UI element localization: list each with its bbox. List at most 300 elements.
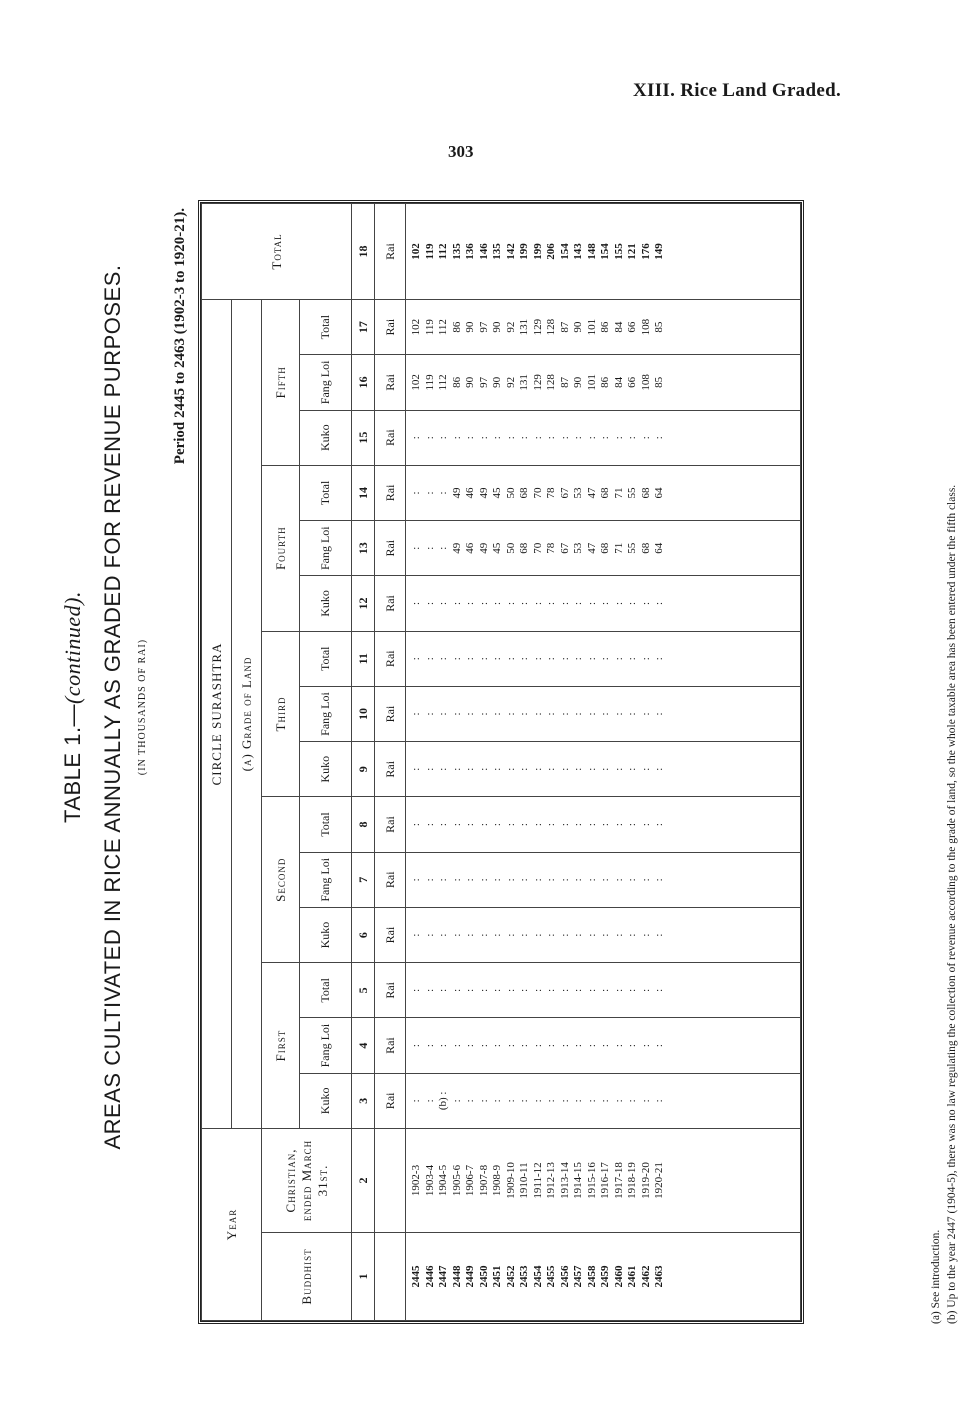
table-cell: 1904-5 bbox=[437, 1164, 449, 1197]
unit-cell: Rai bbox=[375, 355, 406, 410]
table-cell: 87 bbox=[558, 321, 571, 333]
total-header: Total bbox=[202, 204, 352, 300]
table-cell: 101 bbox=[585, 318, 598, 336]
table-cell: : bbox=[626, 878, 638, 882]
table-cell: : bbox=[572, 988, 584, 992]
table-cell: 2461 bbox=[626, 1265, 638, 1288]
table-cell: : bbox=[477, 601, 490, 605]
table-cell: 129 bbox=[531, 374, 544, 391]
table-cell: : bbox=[491, 988, 503, 992]
circle-header: CIRCLE SURASHTRA bbox=[202, 300, 232, 1129]
table-cell: : bbox=[639, 823, 652, 827]
table-cell: : bbox=[450, 878, 463, 882]
second-total-column bbox=[406, 797, 801, 852]
table-cell: 129 bbox=[531, 318, 544, 336]
page-number: 303 bbox=[448, 142, 474, 161]
table-cell: 135 bbox=[491, 243, 503, 260]
table-cell: : bbox=[585, 767, 598, 771]
table-cell: : bbox=[437, 491, 449, 495]
table-cell: : bbox=[518, 878, 530, 882]
column-number-9: 9 bbox=[352, 742, 375, 797]
table-cell: 85 bbox=[653, 376, 665, 388]
table-cell: : bbox=[518, 1044, 530, 1048]
table-cell: : bbox=[518, 933, 530, 937]
unit-cell bbox=[375, 1128, 406, 1232]
kuko-header: Kuko bbox=[300, 742, 352, 797]
column-number-4: 4 bbox=[352, 1018, 375, 1073]
second-kuko-column bbox=[406, 907, 801, 962]
table-cell: : bbox=[653, 657, 665, 661]
table-cell: 55 bbox=[626, 542, 638, 554]
table-cell: 2449 bbox=[464, 1265, 476, 1288]
table-cell: : bbox=[410, 767, 422, 771]
table-cell: 1916-17 bbox=[599, 1162, 611, 1199]
table-cell: 2456 bbox=[558, 1265, 571, 1288]
table-cell: : bbox=[626, 823, 638, 827]
table-cell: : bbox=[599, 1099, 611, 1103]
table-cell: : bbox=[410, 657, 422, 661]
table-cell: : bbox=[599, 657, 611, 661]
table-cell: : bbox=[639, 436, 652, 440]
table-cell: : bbox=[653, 823, 665, 827]
table-cell: : bbox=[518, 823, 530, 827]
fifth-grade-header: Fifth bbox=[262, 300, 300, 466]
table-cell: : bbox=[410, 712, 422, 716]
table-cell: : bbox=[599, 436, 611, 440]
unit-cell: Rai bbox=[375, 1073, 406, 1128]
table-cell: : bbox=[531, 1099, 544, 1103]
table-cell: : bbox=[437, 1044, 449, 1048]
table-cell: : bbox=[491, 878, 503, 882]
table-cell: 119 bbox=[423, 243, 436, 260]
table-cell: : bbox=[464, 712, 476, 716]
table-cell: : bbox=[599, 1044, 611, 1048]
table-cell: : bbox=[599, 767, 611, 771]
table-cell: : bbox=[612, 1044, 625, 1048]
table-cell: 112 bbox=[437, 243, 449, 260]
unit-cell bbox=[375, 1233, 406, 1321]
table-cell: : bbox=[639, 601, 652, 605]
table-cell: 2462 bbox=[639, 1265, 652, 1288]
table-cell: : bbox=[464, 601, 476, 605]
second-grade-header: Second bbox=[262, 797, 300, 963]
table-cell: 2459 bbox=[599, 1265, 611, 1288]
table-cell: : bbox=[639, 712, 652, 716]
table-cell: : bbox=[558, 657, 571, 661]
fourth-grade-header: Fourth bbox=[262, 465, 300, 631]
table-cell: : bbox=[572, 767, 584, 771]
table-cell: 68 bbox=[599, 542, 611, 554]
table-cell: 90 bbox=[491, 376, 503, 388]
table-cell: 53 bbox=[572, 487, 584, 499]
table-cell: : bbox=[504, 657, 517, 661]
column-number-2: 2 bbox=[352, 1128, 375, 1232]
table-cell: : bbox=[518, 712, 530, 716]
table-cell: : bbox=[477, 1044, 490, 1048]
table-cell: : bbox=[585, 1044, 598, 1048]
table-cell: : bbox=[491, 601, 503, 605]
fang-loi-header: Fang Loi bbox=[300, 521, 352, 576]
table-cell: : bbox=[491, 933, 503, 937]
table-cell: 45 bbox=[491, 487, 503, 499]
table-cell: 1910-11 bbox=[518, 1162, 530, 1199]
table-cell: : bbox=[545, 657, 557, 661]
table-cell: 1918-19 bbox=[626, 1162, 638, 1199]
table-cell: : bbox=[423, 933, 436, 937]
table-cell: 2454 bbox=[531, 1265, 544, 1288]
table-cell: : bbox=[504, 767, 517, 771]
table-cell: 102 bbox=[410, 374, 422, 391]
unit-cell: Rai bbox=[375, 742, 406, 797]
fifth-fang-loi-column bbox=[406, 355, 801, 410]
period-label: Period 2445 to 2463 (1902-3 to 1920-21). bbox=[172, 208, 188, 465]
unit-row bbox=[375, 204, 406, 1321]
column-number-12: 12 bbox=[352, 576, 375, 631]
table-cell: 67 bbox=[558, 487, 571, 499]
fifth-total-column bbox=[406, 300, 801, 355]
table-cell: : bbox=[639, 1099, 652, 1103]
column-number-7: 7 bbox=[352, 852, 375, 907]
table-cell: 90 bbox=[464, 376, 476, 388]
table-cell: 1902-3 bbox=[410, 1164, 422, 1197]
table-cell: 46 bbox=[464, 542, 476, 554]
table-cell: : bbox=[437, 657, 449, 661]
table-cell: : bbox=[612, 988, 625, 992]
table-cell: 154 bbox=[558, 243, 571, 260]
column-number-5: 5 bbox=[352, 963, 375, 1018]
table-cell: : bbox=[518, 988, 530, 992]
table-cell: : bbox=[450, 657, 463, 661]
table-cell: 2458 bbox=[585, 1265, 598, 1288]
table-cell: 128 bbox=[545, 318, 557, 336]
table-cell: : bbox=[491, 1044, 503, 1048]
table-cell: 67 bbox=[558, 542, 571, 554]
first-grade-header: First bbox=[262, 963, 300, 1129]
column-number-6: 6 bbox=[352, 907, 375, 962]
column-number-15: 15 bbox=[352, 410, 375, 465]
table-cell: : bbox=[626, 767, 638, 771]
table-cell: : bbox=[450, 1044, 463, 1048]
table-cell: 90 bbox=[491, 321, 503, 333]
footnote-b: (b) Up to the year 2447 (1904-5), there was no law regulating the collection of revenue according to the grade of land, so the whole taxable area has been entered under the fifth class. bbox=[946, 484, 958, 1324]
column-number-11: 11 bbox=[352, 631, 375, 686]
table-cell: 86 bbox=[450, 321, 463, 333]
sub-total-header: Total bbox=[300, 465, 352, 520]
unit-cell: Rai bbox=[375, 686, 406, 741]
table-cell: : bbox=[653, 1044, 665, 1048]
table-cell: : bbox=[626, 988, 638, 992]
table-cell: 55 bbox=[626, 487, 638, 499]
table-cell: : bbox=[639, 933, 652, 937]
table-cell: : bbox=[572, 823, 584, 827]
table-cell: 1914-15 bbox=[572, 1162, 584, 1199]
table-cell: 46 bbox=[464, 487, 476, 499]
table-cell: : bbox=[585, 436, 598, 440]
table-cell: 2455 bbox=[545, 1265, 557, 1288]
table-cell: : bbox=[464, 823, 476, 827]
table-cell: : bbox=[450, 823, 463, 827]
table-cell: : bbox=[423, 712, 436, 716]
table-cell: : bbox=[491, 767, 503, 771]
third-total-column bbox=[406, 631, 801, 686]
table-cell: 2457 bbox=[572, 1265, 584, 1288]
table-cell: 143 bbox=[572, 243, 584, 260]
table-cell: : bbox=[653, 878, 665, 882]
running-head: XIII. Rice Land Graded. bbox=[632, 80, 841, 101]
table-cell: : bbox=[464, 1044, 476, 1048]
table-cell: : bbox=[558, 601, 571, 605]
table-cell: : bbox=[504, 601, 517, 605]
table-cell: : bbox=[531, 823, 544, 827]
table-cell: : bbox=[410, 823, 422, 827]
table-cell: 71 bbox=[612, 542, 625, 554]
table-cell: 1913-14 bbox=[558, 1162, 571, 1199]
buddhist-header: Buddhist bbox=[262, 1233, 352, 1321]
table-cell: : bbox=[477, 1099, 490, 1103]
table-cell: 92 bbox=[504, 376, 517, 388]
table-cell: 84 bbox=[612, 321, 625, 333]
table-cell: : bbox=[531, 712, 544, 716]
unit-cell: Rai bbox=[375, 1018, 406, 1073]
table-cell: 66 bbox=[626, 321, 638, 333]
table-cell: : bbox=[531, 933, 544, 937]
table-cell: : bbox=[626, 933, 638, 937]
table-cell: : bbox=[572, 1099, 584, 1103]
table-cell: 70 bbox=[531, 542, 544, 554]
column-number-16: 16 bbox=[352, 355, 375, 410]
table-cell: 68 bbox=[639, 542, 652, 554]
table-cell: : bbox=[504, 1099, 517, 1103]
table-cell: : bbox=[464, 1099, 476, 1103]
unit-cell: Rai bbox=[375, 852, 406, 907]
table-cell: 1906-7 bbox=[464, 1164, 476, 1197]
rice-land-table bbox=[198, 200, 804, 1324]
table-cell: : bbox=[437, 823, 449, 827]
table-cell: : bbox=[464, 767, 476, 771]
table-cell: : bbox=[558, 1044, 571, 1048]
table-cell: : bbox=[518, 657, 530, 661]
table-cell: : bbox=[531, 988, 544, 992]
table-cell: : bbox=[423, 1044, 436, 1048]
table-cell: 2460 bbox=[612, 1265, 625, 1288]
table-cell: : bbox=[410, 1044, 422, 1048]
table-cell: 71 bbox=[612, 487, 625, 499]
table-cell: : bbox=[423, 546, 436, 550]
kuko-header: Kuko bbox=[300, 907, 352, 962]
christian-header: Christian, ended March 31st. bbox=[262, 1128, 352, 1232]
table-cell: : bbox=[491, 823, 503, 827]
first-fang-loi-column bbox=[406, 1018, 801, 1073]
table-cell: 119 bbox=[423, 319, 436, 336]
table-cell: 49 bbox=[450, 542, 463, 554]
table-cell: : bbox=[504, 933, 517, 937]
table-cell: : bbox=[423, 491, 436, 495]
table-cell: 1907-8 bbox=[477, 1164, 490, 1197]
table-cell: 2463 bbox=[653, 1265, 665, 1288]
table-cell: 154 bbox=[599, 243, 611, 260]
table-cell: 102 bbox=[410, 318, 422, 336]
first-total-column bbox=[406, 963, 801, 1018]
table-cell: : bbox=[626, 1044, 638, 1048]
unit-cell: Rai bbox=[375, 631, 406, 686]
table-cell: 45 bbox=[491, 542, 503, 554]
table-cell: : bbox=[504, 1044, 517, 1048]
table-cell: : bbox=[572, 657, 584, 661]
table-subtitle: AREAS CULTIVATED IN RICE ANNUALLY AS GRADED FOR REVENUE PURPOSES. bbox=[100, 264, 125, 1150]
table-cell: 146 bbox=[477, 243, 490, 260]
footnote-a: (a) See introduction. bbox=[930, 1229, 942, 1324]
unit-cell: Rai bbox=[375, 204, 406, 300]
table-cell: 1903-4 bbox=[423, 1164, 436, 1197]
table-cell: : bbox=[504, 878, 517, 882]
table-cell: : bbox=[410, 933, 422, 937]
table-cell: 86 bbox=[599, 376, 611, 388]
table-cell: : bbox=[437, 546, 449, 550]
christian-column bbox=[406, 1128, 801, 1232]
fang-loi-header: Fang Loi bbox=[300, 686, 352, 741]
table-cell: : bbox=[504, 712, 517, 716]
table-cell: 53 bbox=[572, 542, 584, 554]
table-cell: : bbox=[477, 767, 490, 771]
column-number-3: 3 bbox=[352, 1073, 375, 1128]
table-cell: 136 bbox=[464, 243, 476, 260]
table-cell: : bbox=[518, 1099, 530, 1103]
column-number-10: 10 bbox=[352, 686, 375, 741]
table-cell: 2450 bbox=[477, 1265, 490, 1288]
table-cell: : bbox=[572, 878, 584, 882]
table-cell: : bbox=[423, 878, 436, 882]
table-cell: : bbox=[626, 712, 638, 716]
table-cell: : bbox=[572, 712, 584, 716]
table-cell: : bbox=[477, 933, 490, 937]
sub-total-header: Total bbox=[300, 631, 352, 686]
table-cell: : bbox=[464, 878, 476, 882]
fifth-kuko-column bbox=[406, 410, 801, 465]
kuko-header: Kuko bbox=[300, 576, 352, 631]
table-cell: : bbox=[653, 1099, 665, 1103]
table-cell: 90 bbox=[572, 376, 584, 388]
table-cell: : bbox=[531, 767, 544, 771]
table-cell: 2447 bbox=[437, 1265, 449, 1288]
table-cell: : bbox=[437, 601, 449, 605]
table-cell: : bbox=[558, 1099, 571, 1103]
table-cell: 121 bbox=[626, 243, 638, 260]
table-cell: : bbox=[639, 657, 652, 661]
table-cell: 131 bbox=[518, 374, 530, 391]
table-cell: : bbox=[423, 436, 436, 440]
table-cell: 119 bbox=[423, 374, 436, 391]
table-cell: 131 bbox=[518, 318, 530, 336]
table-cell: : bbox=[653, 712, 665, 716]
table-cell: : bbox=[545, 712, 557, 716]
table-cell: : bbox=[545, 878, 557, 882]
table-cell: : bbox=[437, 767, 449, 771]
table-cell: : bbox=[464, 657, 476, 661]
table-cell: : bbox=[477, 988, 490, 992]
table-cell: : bbox=[410, 491, 422, 495]
table-cell: : bbox=[653, 933, 665, 937]
fang-loi-header: Fang Loi bbox=[300, 1018, 352, 1073]
table-cell: : bbox=[450, 712, 463, 716]
table-cell: : bbox=[545, 1099, 557, 1103]
table-cell: 199 bbox=[531, 243, 544, 260]
data-row bbox=[406, 204, 801, 1321]
unit-cell: Rai bbox=[375, 576, 406, 631]
table-cell: 68 bbox=[639, 487, 652, 499]
third-fang-loi-column bbox=[406, 686, 801, 741]
table-cell: 112 bbox=[437, 319, 449, 336]
table-cell: 1909-10 bbox=[504, 1162, 517, 1199]
table-cell: : bbox=[545, 988, 557, 992]
table-cell: 1920-21 bbox=[653, 1162, 665, 1199]
table-cell: 2446 bbox=[423, 1265, 436, 1288]
table-cell: 49 bbox=[450, 487, 463, 499]
table-cell: 1917-18 bbox=[612, 1162, 625, 1199]
table-cell: : bbox=[437, 988, 449, 992]
table-cell: : bbox=[585, 657, 598, 661]
table-cell: : bbox=[477, 823, 490, 827]
table-cell: : bbox=[450, 601, 463, 605]
table-cell: : bbox=[612, 601, 625, 605]
table-cell: : bbox=[545, 601, 557, 605]
table-cell: 149 bbox=[653, 243, 665, 260]
grade-header: (a) Grade of Land bbox=[232, 300, 262, 1129]
table-cell: 47 bbox=[585, 542, 598, 554]
table-cell: : bbox=[423, 1099, 436, 1103]
table-cell: : bbox=[518, 601, 530, 605]
table-cell: : bbox=[572, 436, 584, 440]
sub-total-header: Total bbox=[300, 963, 352, 1018]
table-cell: : bbox=[531, 601, 544, 605]
table-cell: : bbox=[545, 767, 557, 771]
kuko-header: Kuko bbox=[300, 410, 352, 465]
table-cell: 1908-9 bbox=[491, 1164, 503, 1197]
table-cell: 142 bbox=[504, 243, 517, 260]
table-cell: : bbox=[558, 823, 571, 827]
table-cell: 87 bbox=[558, 376, 571, 388]
table-cell: : bbox=[477, 436, 490, 440]
table-cell: : bbox=[599, 988, 611, 992]
column-number-13: 13 bbox=[352, 521, 375, 576]
fang-loi-header: Fang Loi bbox=[300, 355, 352, 410]
table-cell: 199 bbox=[518, 243, 530, 260]
table-cell: 85 bbox=[653, 321, 665, 333]
table-cell: : bbox=[423, 823, 436, 827]
table-cell: : bbox=[612, 878, 625, 882]
table-cell: 90 bbox=[572, 321, 584, 333]
table-cell: : bbox=[599, 878, 611, 882]
table-cell: : bbox=[477, 878, 490, 882]
table-cell: : bbox=[504, 436, 517, 440]
table-cell: 84 bbox=[612, 376, 625, 388]
table-cell: : bbox=[639, 1044, 652, 1048]
column-number-18: 18 bbox=[352, 204, 375, 300]
table-cell: : bbox=[558, 712, 571, 716]
table-cell: : bbox=[585, 823, 598, 827]
table-cell: 108 bbox=[639, 374, 652, 391]
table-cell: : bbox=[558, 767, 571, 771]
table-cell: : bbox=[410, 436, 422, 440]
table-cell: : bbox=[572, 601, 584, 605]
table-cell: 68 bbox=[599, 487, 611, 499]
table-cell: : bbox=[612, 436, 625, 440]
table-cell: : bbox=[599, 823, 611, 827]
table-cell: : bbox=[423, 767, 436, 771]
table-cell: 47 bbox=[585, 487, 598, 499]
table-cell: : bbox=[653, 436, 665, 440]
table-cell: : bbox=[612, 712, 625, 716]
table-cell: 176 bbox=[639, 243, 652, 260]
